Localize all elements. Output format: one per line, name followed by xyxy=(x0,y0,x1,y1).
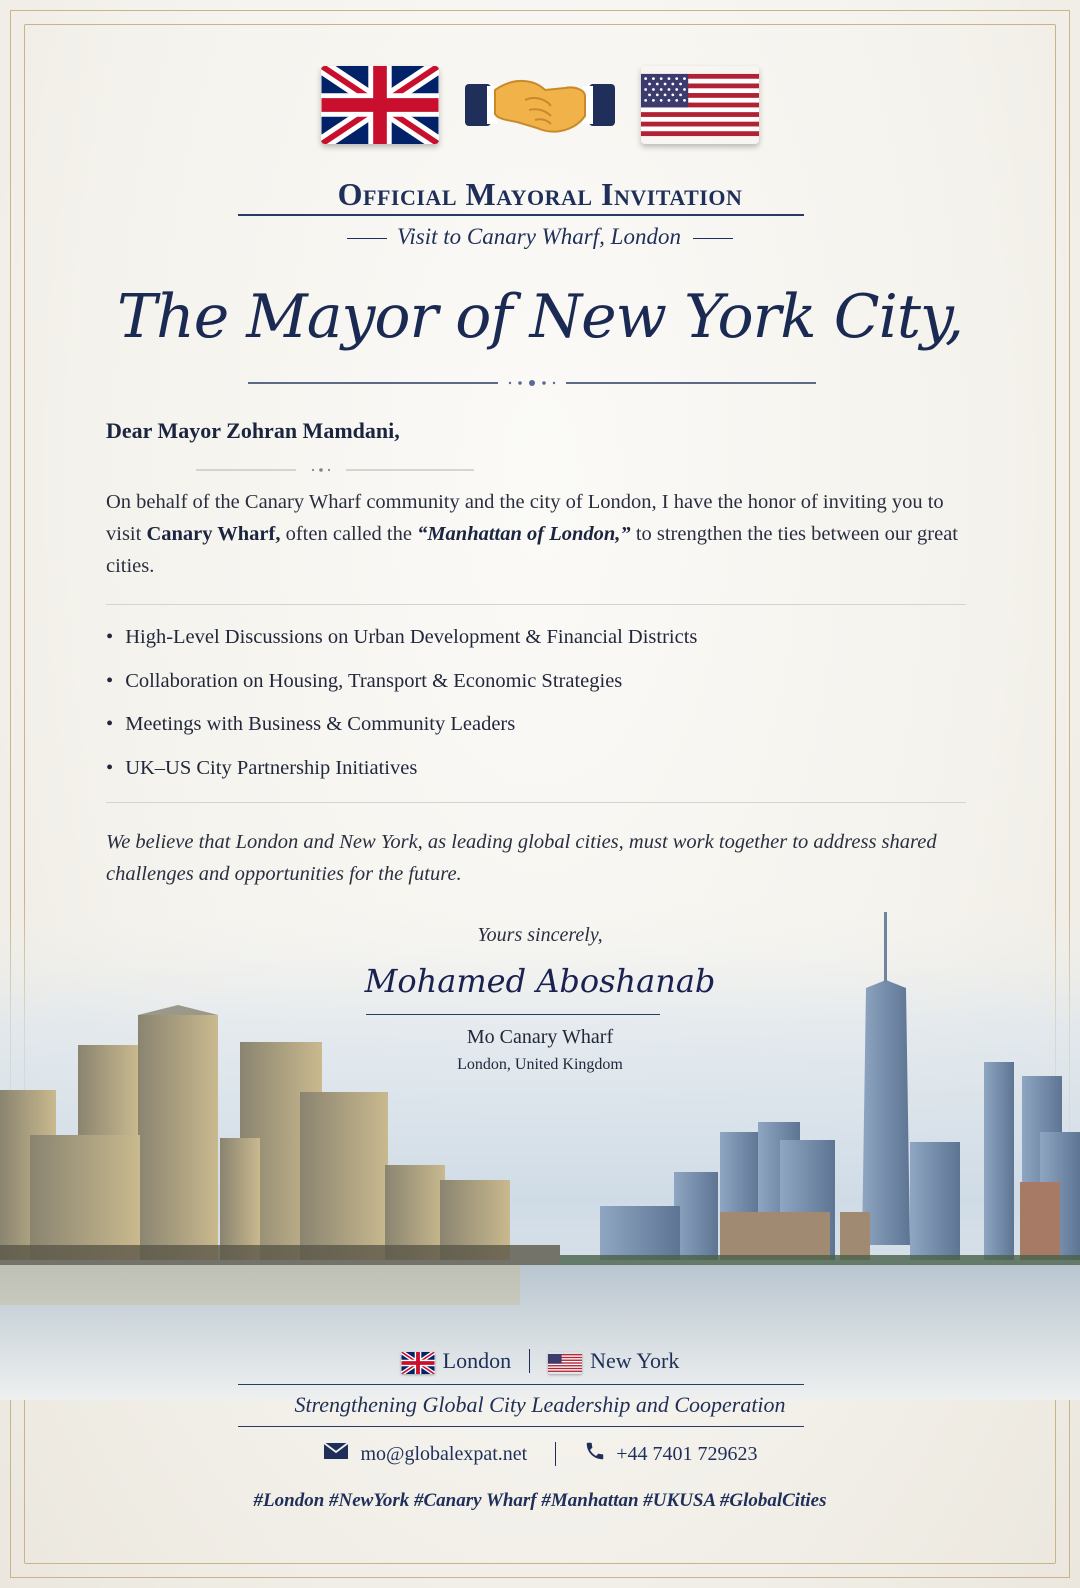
flags-row xyxy=(0,66,1080,144)
intro-paragraph xyxy=(106,486,976,582)
title-underline xyxy=(238,214,804,216)
signature-line xyxy=(366,1014,660,1015)
closing-line: Yours sincerely, xyxy=(477,924,603,946)
salutation: Dear Mayor Zohran Mamdani, xyxy=(106,418,400,443)
tagline-top-rule xyxy=(238,1384,804,1385)
handshake-icon xyxy=(465,66,615,144)
us-flag-icon xyxy=(548,1352,582,1374)
subtitle-text: Visit to Canary Wharf, London xyxy=(397,224,681,249)
phone-contact[interactable] xyxy=(584,1440,757,1468)
city-new-york xyxy=(548,1348,679,1374)
intro-text-2: often called the xyxy=(280,523,418,545)
closing-paragraph: We believe that London and New York, as leading global cities, must work together to address shared challenges and opportunities for the future. xyxy=(106,831,937,885)
ornament-divider xyxy=(248,372,816,380)
intro-bold-1: Canary Wharf, xyxy=(146,523,281,545)
invitation-subtitle xyxy=(0,224,1080,250)
city-left-label: London xyxy=(442,1348,512,1373)
phone-icon xyxy=(584,1440,606,1468)
cities-row xyxy=(0,1348,1080,1374)
email-contact[interactable] xyxy=(323,1442,528,1466)
list-item: • Meetings with Business & Community Leaders xyxy=(106,709,966,753)
recipient-title: The Mayor of New York City, xyxy=(117,282,963,352)
list-item: • UK–US City Partnership Initiatives xyxy=(106,753,966,797)
list-item: • Collaboration on Housing, Transport & Economic Strategies xyxy=(106,666,966,710)
city-right-label: New York xyxy=(590,1348,680,1373)
uk-flag-icon xyxy=(401,1352,435,1374)
tagline: Strengthening Global City Leadership and Cooperation xyxy=(294,1392,786,1417)
contact-row xyxy=(0,1440,1080,1468)
signature: Mohamed Aboshanab xyxy=(364,962,716,1000)
us-flag-icon xyxy=(641,66,759,144)
intro-text-3: to strengthen the ties between our great cities. xyxy=(106,523,959,577)
invitation-title: Official Mayoral Invitation xyxy=(337,176,743,212)
contact-separator xyxy=(555,1442,556,1466)
intro-text-1: On behalf of the Canary Wharf community and the city of London, I have the honor of inviting you to visit xyxy=(106,491,944,545)
city-separator xyxy=(529,1349,530,1373)
city-london xyxy=(401,1348,511,1374)
signer-name: Mo Canary Wharf xyxy=(466,1026,614,1048)
email-text[interactable]: mo@globalexpat.net xyxy=(360,1442,528,1465)
list-item: • High-Level Discussions on Urban Development & Financial Districts xyxy=(106,622,966,666)
signer-location: London, United Kingdom xyxy=(457,1056,623,1073)
agenda-list xyxy=(106,622,966,796)
uk-flag-icon xyxy=(321,66,439,144)
hashtags: #London #NewYork #Canary Wharf #Manhattan #UKUSA #GlobalCities xyxy=(253,1490,827,1511)
phone-text[interactable]: +44 7401 729623 xyxy=(616,1442,758,1465)
divider-top xyxy=(106,604,966,605)
tagline-bottom-rule xyxy=(238,1426,804,1427)
envelope-icon xyxy=(323,1442,349,1466)
intro-bold-2: “Manhattan of London,” xyxy=(417,523,631,545)
divider-bottom xyxy=(106,802,966,803)
salutation-divider xyxy=(196,457,474,461)
